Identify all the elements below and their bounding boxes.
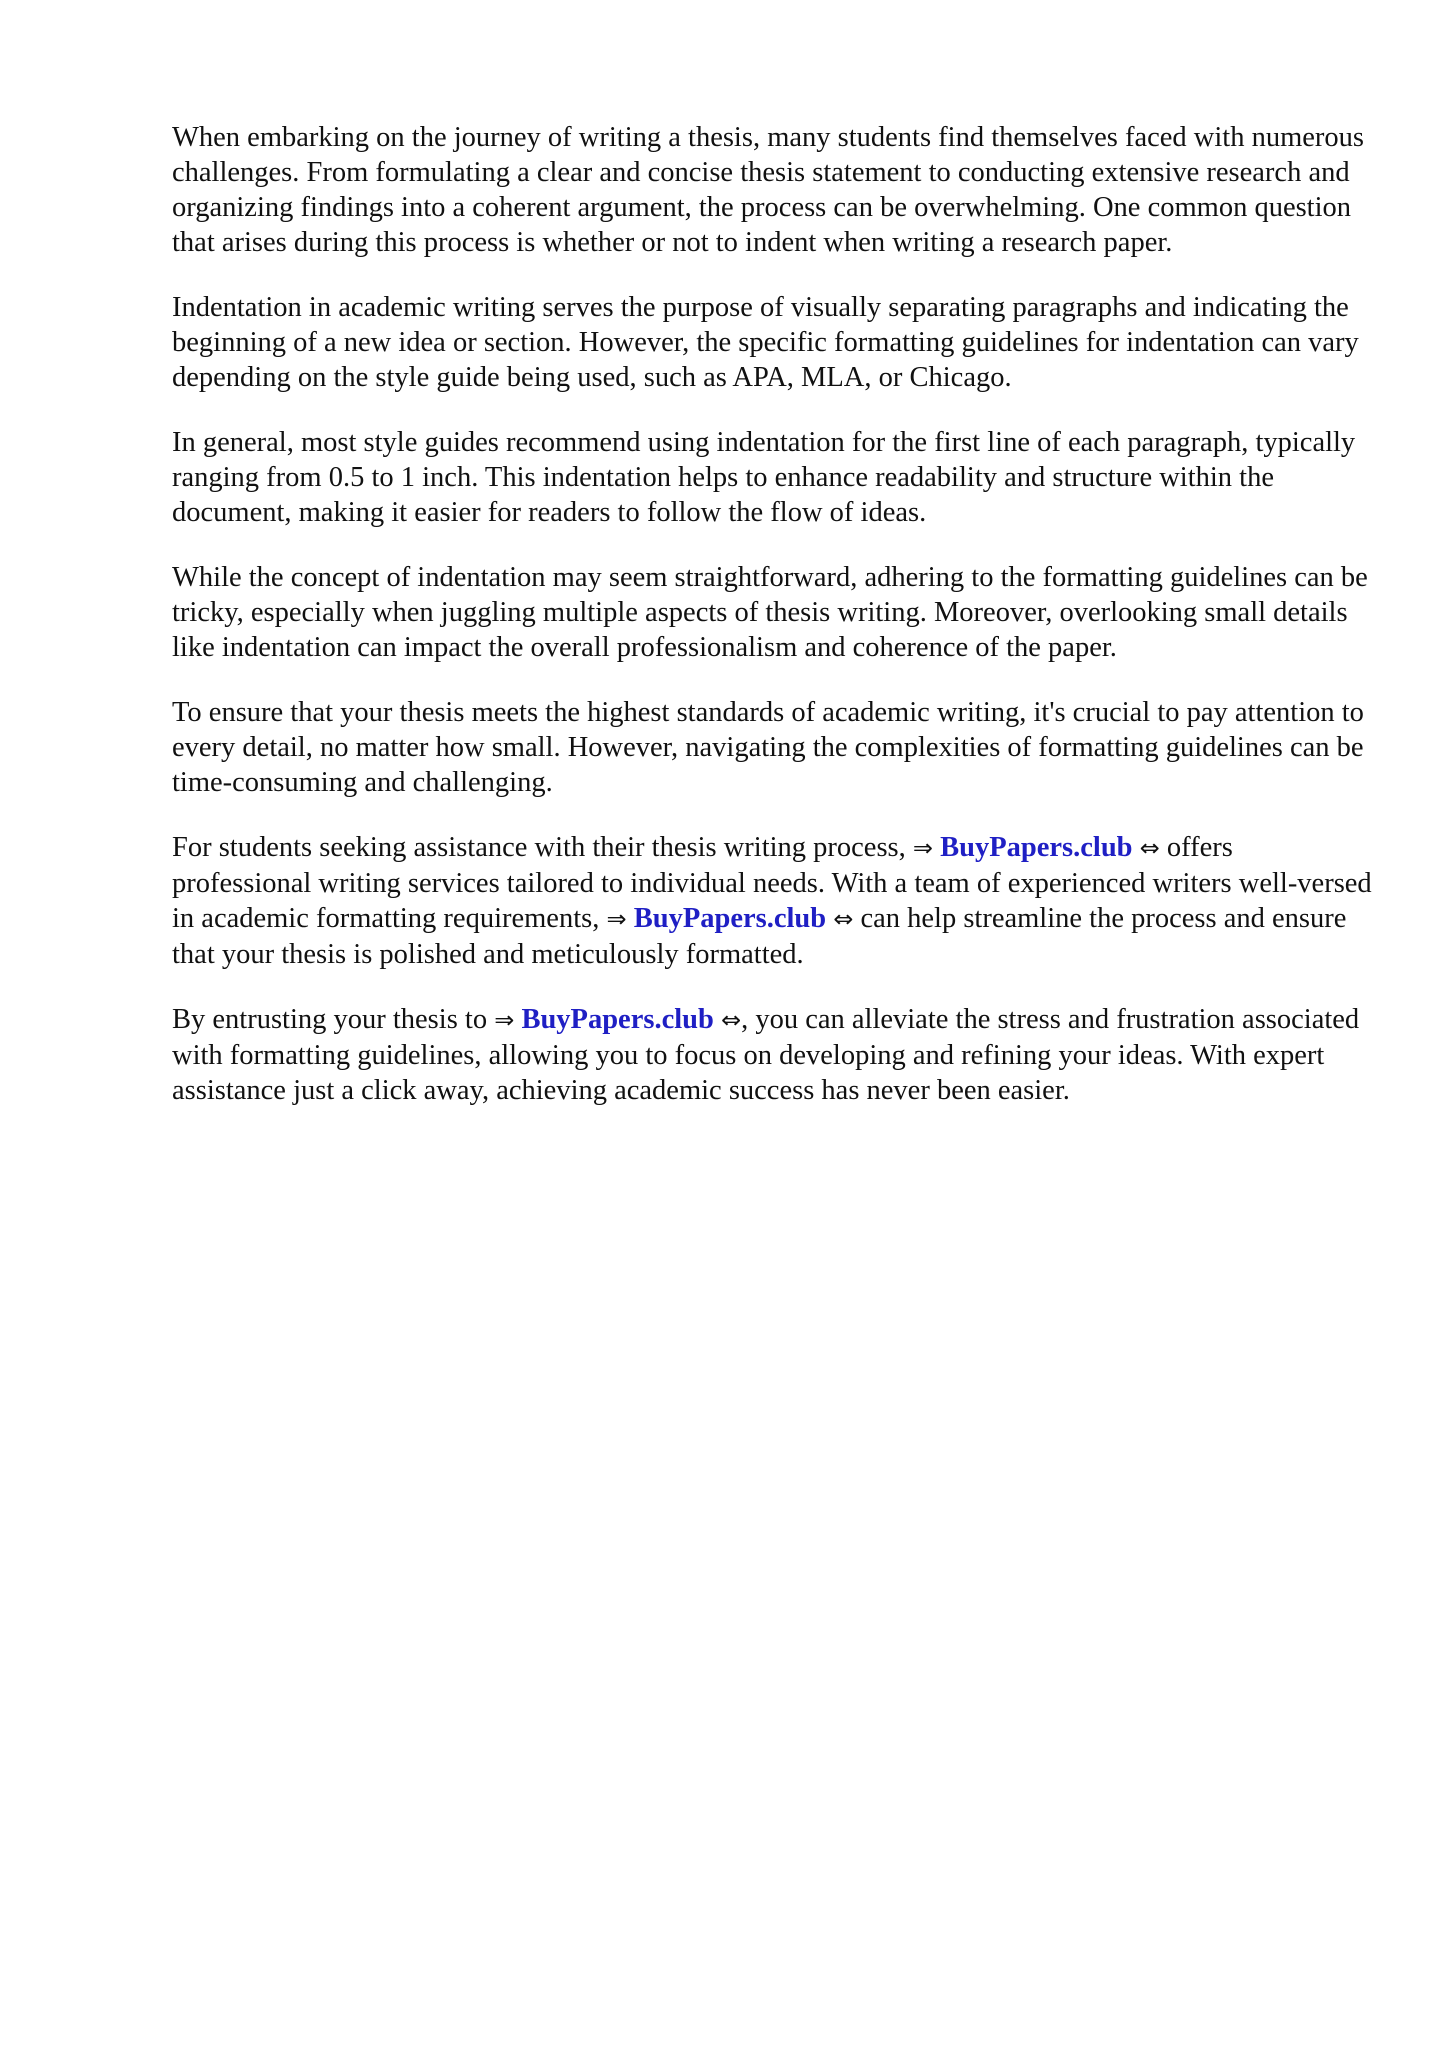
text-segment: can help streamline the process and ensure that your thesis is polished and meticulously formatted. <box>172 903 1347 970</box>
paragraph-style-guides: In general, most style guides recommend using indentation for the first line of each paragraph, typically ranging from 0.5 to 1 inch. This indentation helps to enhance readability and structure within the document, making it easier for readers to follow the flow of ideas. <box>172 427 1356 528</box>
text-segment: By entrusting your thesis to <box>172 1004 495 1035</box>
text-segment: , you can alleviate the stress and frustration associated with formatting guidelines, allowing you to focus on developing and refining your ideas. With expert assistance just a click away, achieving academic success has never been easier. <box>172 1004 1360 1106</box>
paragraph-closing <box>172 1002 1372 1108</box>
arrow-right-icon: ⇒ <box>606 905 627 933</box>
text-segment: offers professional writing services tailored to individual needs. With a team of experienced writers well-versed in academic formatting requirements, <box>172 832 1372 934</box>
document-body <box>172 120 1372 1138</box>
double-arrow-icon: ⇔ <box>833 905 854 933</box>
double-arrow-icon: ⇔ <box>720 1006 742 1034</box>
buypapers-link[interactable]: BuyPapers.club <box>521 1004 714 1035</box>
paragraph-formatting-tricky: While the concept of indentation may seem straightforward, adhering to the formatting guidelines can be tricky, especially when juggling multiple aspects of thesis writing. Moreover, overlooking small details like indentation can impact the overall professionalism and coherence of the paper. <box>172 562 1368 663</box>
text-segment: For students seeking assistance with their thesis writing process, <box>172 832 913 863</box>
paragraph-indentation-purpose: Indentation in academic writing serves the purpose of visually separating paragraphs and indicating the beginning of a new idea or section. However, the specific formatting guidelines for indentation can vary depending on the style guide being used, such as APA, MLA, or Chicago. <box>172 292 1359 393</box>
paragraph-intro: When embarking on the journey of writing a thesis, many students find themselves faced with numerous challenges. From formulating a clear and concise thesis statement to conducting extensive research and organizing findings into a coherent argument, the process can be overwhelming. One common question that arises during this process is whether or not to indent when writing a research paper. <box>172 122 1364 258</box>
arrow-right-icon: ⇒ <box>494 1006 515 1034</box>
buypapers-link[interactable]: BuyPapers.club <box>940 832 1133 863</box>
buypapers-link[interactable]: BuyPapers.club <box>633 903 827 934</box>
arrow-right-icon: ⇒ <box>912 834 933 862</box>
double-arrow-icon: ⇔ <box>1139 834 1160 862</box>
paragraph-service-offer <box>172 830 1372 972</box>
paragraph-standards: To ensure that your thesis meets the highest standards of academic writing, it's crucial to pay attention to every detail, no matter how small. However, navigating the complexities of formatting guidelines can be time-consuming and challenging. <box>172 697 1364 798</box>
